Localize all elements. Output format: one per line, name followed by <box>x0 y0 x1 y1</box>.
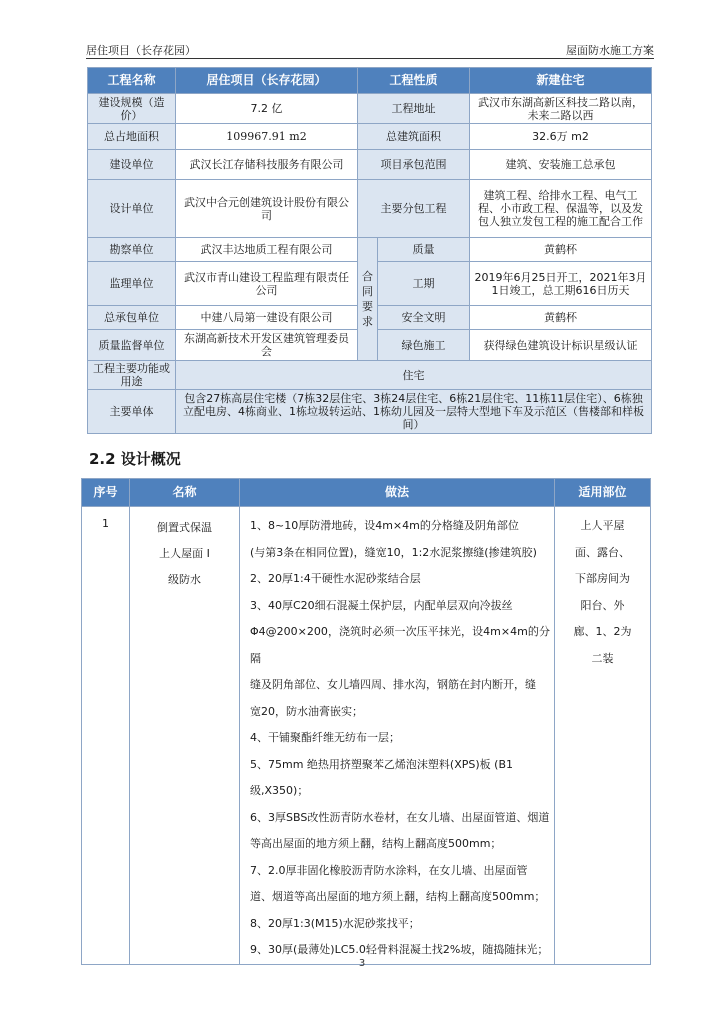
cell-label: 工程地址 <box>358 94 470 124</box>
cell-label: 主要分包工程 <box>358 180 470 238</box>
cell-label: 建设规模（造价） <box>88 94 176 124</box>
header-doc-title: 屋面防水施工方案 <box>566 44 654 57</box>
method-line: 5、75mm 绝热用挤塑聚苯乙烯泡沫塑料(XPS)板 (B1 <box>250 757 513 771</box>
contract-requirements-label: 合同要求 <box>358 238 378 361</box>
cell-value: 黄鹤杯 <box>470 306 652 330</box>
cell-label: 质量监督单位 <box>88 330 176 361</box>
cell-label: 总占地面积 <box>88 124 176 150</box>
table-row <box>82 507 651 965</box>
cell-label: 安全文明 <box>378 306 470 330</box>
table-row <box>88 150 652 180</box>
page-header <box>86 38 654 59</box>
table-row <box>88 180 652 238</box>
name-line: 级防水 <box>168 573 201 586</box>
row-method <box>240 507 555 965</box>
overview-h3: 工程性质 <box>358 68 470 94</box>
scope-line: 阳台、外 <box>580 598 625 612</box>
design-header-row <box>82 479 651 507</box>
header-project: 居住项目（长存花园） <box>86 44 196 57</box>
section-title: 2.2 设计概况 <box>89 450 181 468</box>
cell-value: 32.6万 m2 <box>470 124 652 150</box>
method-line: 8、20厚1:3(M15)水泥砂浆找平； <box>250 916 420 930</box>
cell-label: 主要单体 <box>88 390 176 434</box>
table-row <box>88 361 652 390</box>
method-line: (与第3条在相同位置)，缝宽10，1:2水泥浆擦缝(掺建筑胶) <box>250 545 537 559</box>
cell-value: 武汉长江存储科技服务有限公司 <box>176 150 358 180</box>
cell-value: 武汉丰达地质工程有限公司 <box>176 238 358 262</box>
cell-value: 东湖高新技术开发区建筑管理委员会 <box>176 330 358 361</box>
method-line: 宽20，防水油膏嵌实； <box>250 704 363 718</box>
cell-value: 中建八局第一建设有限公司 <box>176 306 358 330</box>
design-h-method: 做法 <box>240 479 555 507</box>
method-line: 级,X350)； <box>250 784 309 797</box>
cell-value: 109967.91 m2 <box>176 124 358 150</box>
cell-value: 武汉中合元创建筑设计股份有限公司 <box>176 180 358 238</box>
cell-value: 建筑工程、给排水工程、电气工程、小市政工程、保温等，以及发包人独立发包工程的施工配合工作 <box>470 180 652 238</box>
method-line: 9、30厚(最薄处)LC5.0轻骨料混凝土找2%坡，随捣随抹光； <box>250 943 549 956</box>
cell-label: 建设单位 <box>88 150 176 180</box>
table-row <box>88 238 652 262</box>
method-line: 4、干铺聚酯纤维无纺布一层； <box>250 731 400 744</box>
scope-line: 廊、1、2为 <box>573 625 632 638</box>
cell-value: 建筑、安装施工总承包 <box>470 150 652 180</box>
row-number: 1 <box>82 507 130 965</box>
table-row <box>88 124 652 150</box>
cell-label: 勘察单位 <box>88 238 176 262</box>
name-line: 倒置式保温 <box>157 521 212 534</box>
scope-line: 下部房间为 <box>575 572 630 585</box>
row-scope <box>555 507 651 965</box>
cell-label: 质量 <box>378 238 470 262</box>
method-line: 3、40厚C20细石混凝土保护层，内配单层双向冷拔丝 <box>250 598 513 612</box>
cell-value: 2019年6月25日开工，2021年3月1日竣工，总工期616日历天 <box>470 262 652 306</box>
cell-value: 7.2 亿 <box>176 94 358 124</box>
method-line: 等高出屋面的地方须上翻，结构上翻高度500mm； <box>250 837 502 850</box>
cell-label: 绿色施工 <box>378 330 470 361</box>
cell-value: 住宅 <box>176 361 652 390</box>
cell-label: 工期 <box>378 262 470 306</box>
scope-line: 面、露台、 <box>575 545 630 559</box>
project-overview-table <box>87 67 652 434</box>
cell-label: 监理单位 <box>88 262 176 306</box>
design-h-name: 名称 <box>130 479 240 507</box>
scope-line: 上人平屋 <box>580 519 625 532</box>
method-line: 6、3厚SBS改性沥青防水卷材，在女儿墙、出屋面管道、烟道 <box>250 810 550 824</box>
row-name <box>130 507 240 965</box>
design-h-num: 序号 <box>82 479 130 507</box>
table-row <box>88 94 652 124</box>
cell-value: 黄鹤杯 <box>470 238 652 262</box>
cell-value: 武汉市东湖高新区科技二路以南，未来二路以西 <box>470 94 652 124</box>
cell-label: 总建筑面积 <box>358 124 470 150</box>
method-line: 道、烟道等高出屋面的地方须上翻，结构上翻高度500mm； <box>250 890 546 903</box>
design-h-scope: 适用部位 <box>555 479 651 507</box>
method-line: Φ4@200×200，浇筑时必须一次压平抹光，设4m×4m的分隔 <box>250 625 550 665</box>
overview-h1: 工程名称 <box>88 68 176 94</box>
overview-h2: 居住项目（长存花园） <box>176 68 358 94</box>
overview-header-row <box>88 68 652 94</box>
cell-label: 设计单位 <box>88 180 176 238</box>
name-line: 上人屋面 I <box>159 547 210 560</box>
cell-label: 工程主要功能或用途 <box>88 361 176 390</box>
page-number: 3 <box>358 958 366 969</box>
design-overview-table <box>81 478 651 965</box>
cell-label: 项目承包范围 <box>358 150 470 180</box>
cell-value: 武汉市青山建设工程监理有限责任公司 <box>176 262 358 306</box>
method-line: 缝及阴角部位、女儿墙四周、排水沟，钢筋在封内断开，缝 <box>250 678 536 691</box>
method-line: 2、20厚1:4干硬性水泥砂浆结合层 <box>250 572 421 585</box>
overview-h4: 新建住宅 <box>470 68 652 94</box>
scope-line: 二装 <box>591 651 614 665</box>
method-line: 7、2.0厚非固化橡胶沥青防水涂料，在女儿墙、出屋面管 <box>250 863 528 877</box>
method-line: 1、8~10厚防滑地砖，设4m×4m的分格缝及阴角部位 <box>250 519 519 532</box>
cell-value: 获得绿色建筑设计标识星级认证 <box>470 330 652 361</box>
cell-value: 包含27栋高层住宅楼（7栋32层住宅、3栋24层住宅、6栋21层住宅、11栋11层住宅）、6栋独立配电房、4栋商业、1栋垃圾转运站、1栋幼儿园及一层特大型地下车及示范区（售楼部和样板间） <box>176 390 652 434</box>
cell-label: 总承包单位 <box>88 306 176 330</box>
table-row <box>88 390 652 434</box>
